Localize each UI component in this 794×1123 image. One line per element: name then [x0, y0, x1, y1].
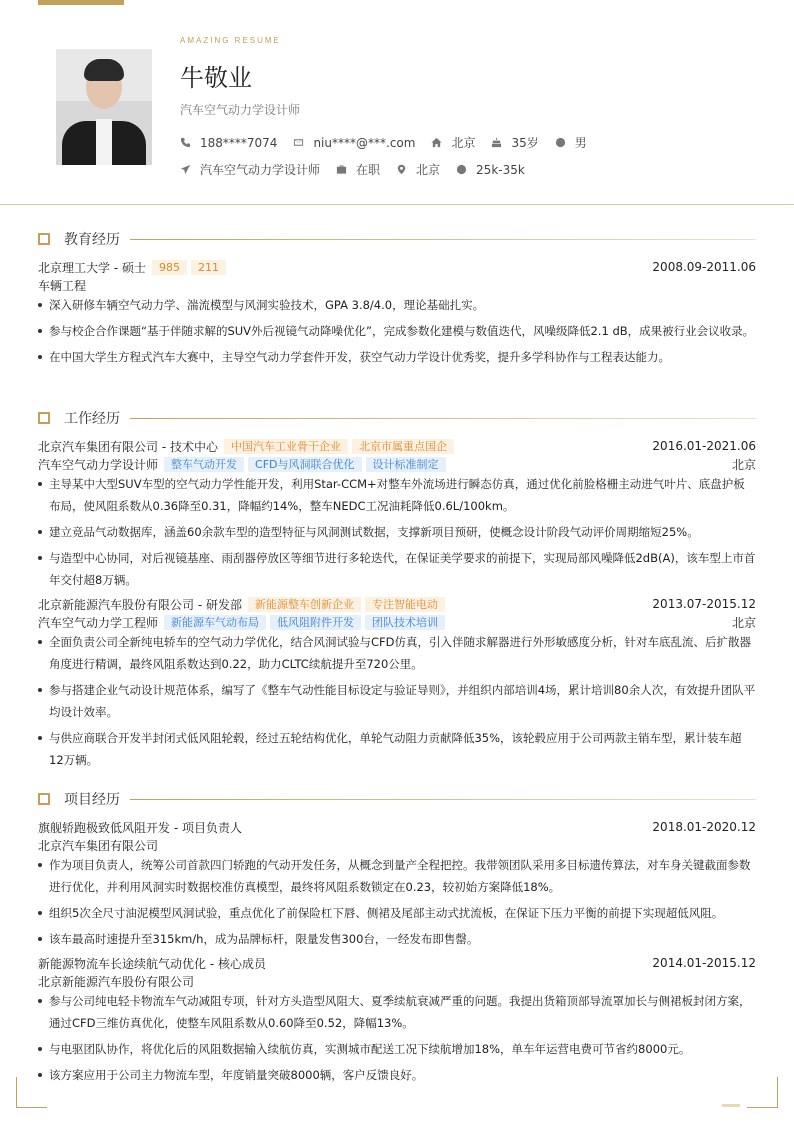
email-info: niu****@***.com: [293, 136, 415, 150]
education-bullet-list: [38, 294, 756, 372]
position-name: 汽车空气动力学工程师: [38, 615, 159, 630]
list-item: 在中国大学生方程式汽车大赛中，主导空气动力学套件开发，获空气动力学设计优秀奖，提升多学科协作与工程表达能力。: [38, 346, 756, 368]
list-item: 与造型中心协同，对后视镜基座、雨刮器停放区等细节进行多轮迭代，在保证美学要求的前提下，实现局部风噪降低2dB(A)，该车型上市首年交付超8万辆。: [38, 547, 756, 591]
work-bullet-list: [38, 473, 756, 595]
skill-tag: 低风阻附件开发: [270, 615, 361, 630]
company-tag: 新能源整车创新企业: [248, 597, 361, 612]
education-major-row: [38, 276, 756, 294]
section-rule: [130, 418, 756, 419]
project-bullet-list: [38, 854, 756, 954]
list-item: 参与校企合作课题“基于伴随求解的SUV外后视镜气动降噪优化”，完成参数化建模与数值迭代，风噪级降低2.1 dB，成果被行业会议收录。: [38, 320, 756, 342]
list-item: 主导某中大型SUV车型的空气动力学性能开发，利用Star-CCM+对整车外流场进行瞬态仿真，通过优化前脸格栅主动进气叶片、底盘护板布局，使风阻系数从0.36降至0.31，降幅约14%，整车NEDC工况油耗降低0.6L/100km。: [38, 473, 756, 517]
list-item: 全面负责公司全新纯电轿车的空气动力学优化，结合风洞试验与CFD仿真，引入伴随求解器进行外形敏感度分析，针对车底乱流、后扩散器角度进行精调，最终风阻系数达到0.22，助力CLTC续航提升至720公里。: [38, 631, 756, 675]
home-icon: [431, 137, 442, 148]
gender-info: 男: [555, 134, 587, 151]
section-square-icon: [38, 412, 50, 424]
corner-decoration: [16, 1077, 47, 1108]
list-item: 与电驱团队协作，将优化后的风阻数据输入续航仿真，实测城市配送工况下续航增加18%，单车年运营电费可节省约8000元。: [38, 1038, 756, 1060]
work-entry-header: [38, 437, 756, 455]
section-square-icon: [38, 233, 50, 245]
work-bullet-list: [38, 631, 756, 775]
phone-info: 188****7074: [180, 136, 277, 150]
profile-photo: [56, 49, 152, 165]
list-item: 参与搭建企业气动设计规范体系，编写了《整车气动性能目标设定与验证导则》，并组织内部培训4场，累计培训80余人次，有效提升团队平均设计效率。: [38, 679, 756, 723]
position-name: 汽车空气动力学设计师: [38, 457, 159, 472]
project-section-title: 项目经历: [38, 792, 756, 806]
education-section-title: 教育经历: [38, 232, 756, 246]
work-section-title: 工作经历: [38, 411, 756, 425]
project-org-row: [38, 972, 756, 990]
project-bullet-list: [38, 990, 756, 1090]
project-entry-header: [38, 818, 756, 836]
corner-decoration: [747, 1077, 778, 1108]
work-city: 北京: [731, 615, 756, 630]
section-square-icon: [38, 793, 50, 805]
skill-tag: 设计标准制定: [366, 457, 446, 472]
skill-tag: 新能源车气动布局: [164, 615, 266, 630]
work-position-row: [38, 455, 756, 473]
contact-info-row: [180, 134, 603, 151]
company-name: 北京新能源汽车股份有限公司 - 研发部: [38, 597, 242, 612]
list-item: 该车最高时速提升至315km/h，成为品牌标杆，限量发售300台，一经发布即售罄。: [38, 928, 756, 950]
cake-icon: [491, 137, 502, 148]
work-position-row: [38, 613, 756, 631]
skill-tag: CFD与风洞联合优化: [248, 457, 361, 472]
project-org: 北京汽车集团有限公司: [38, 838, 159, 853]
project-org: 北京新能源汽车股份有限公司: [38, 974, 195, 989]
school-name: 北京理工大学 - 硕士: [38, 260, 146, 275]
list-item: 与供应商联合开发半封闭式低风阻轮毂，经过五轮结构优化，单轮气动阻力贡献降低35%，该轮毂应用于公司两款主销车型，累计装车超12万辆。: [38, 727, 756, 771]
briefcase-icon: [336, 164, 347, 175]
company-tag: 北京市属重点国企: [352, 439, 454, 454]
project-date: 2018.01-2020.12: [652, 820, 756, 834]
work-city: 北京: [731, 457, 756, 472]
footer-mark: [722, 1104, 740, 1107]
list-item: 该方案应用于公司主力物流车型，年度销量突破8000辆，客户反馈良好。: [38, 1064, 756, 1086]
project-name: 旗舰轿跑极致低风阻开发 - 项目负责人: [38, 820, 242, 835]
list-item: 参与公司纯电轻卡物流车气动减阻专项，针对方头造型风阻大、夏季续航衰减严重的问题。我提出货箱顶部导流罩加长与侧裙板封闭方案，通过CFD三维仿真优化，使整车风阻系数从0.60降至0.52，降幅13%。: [38, 990, 756, 1034]
work-date: 2016.01-2021.06: [652, 439, 756, 453]
education-date: 2008.09-2011.06: [652, 260, 756, 274]
work-entry-header: [38, 595, 756, 613]
project-date: 2014.01-2015.12: [652, 956, 756, 970]
salary-info: 25k-35k: [456, 163, 525, 177]
list-item: 深入研修车辆空气动力学、湍流模型与风洞实验技术，GPA 3.8/4.0，理论基础扎实。: [38, 294, 756, 316]
job-intent-row: [180, 161, 541, 178]
job-status-info: 在职: [336, 161, 380, 178]
project-org-row: [38, 836, 756, 854]
candidate-title: 汽车空气动力学设计师: [180, 103, 301, 117]
brand-label: AMAZING RESUME: [180, 36, 281, 45]
company-name: 北京汽车集团有限公司 - 技术中心: [38, 439, 218, 454]
school-tag: 211: [191, 260, 226, 275]
target-position-info: 汽车空气动力学设计师: [180, 161, 320, 178]
company-tag: 专注智能电动: [365, 597, 445, 612]
list-item: 组织5次全尺寸油泥模型风洞试验，重点优化了前保险杠下唇、侧裙及尾部主动式扰流板，在保证下压力平衡的前提下实现超低风阻。: [38, 902, 756, 924]
money-icon: [456, 164, 467, 175]
project-entry-header: [38, 954, 756, 972]
person-icon: [555, 137, 566, 148]
phone-icon: [180, 137, 191, 148]
company-tag: 中国汽车工业骨干企业: [224, 439, 348, 454]
send-icon: [180, 164, 191, 175]
education-entry-header: [38, 258, 756, 276]
section-rule: [130, 239, 756, 240]
section-rule: [130, 799, 756, 800]
age-info: 35岁: [491, 134, 538, 151]
list-item: 建立竞品气动数据库，涵盖60余款车型的造型特征与风洞测试数据，支撑新项目预研，使概念设计阶段气动评价周期缩短25%。: [38, 521, 756, 543]
city-info: 北京: [431, 134, 475, 151]
header-divider: [0, 204, 794, 205]
skill-tag: 整车气动开发: [164, 457, 244, 472]
project-name: 新能源物流车长途续航气动优化 - 核心成员: [38, 956, 266, 971]
work-date: 2013.07-2015.12: [652, 597, 756, 611]
school-tag: 985: [152, 260, 187, 275]
major-name: 车辆工程: [38, 278, 87, 293]
mail-icon: [293, 137, 304, 148]
top-accent-bar: [38, 0, 124, 5]
location-pin-icon: [396, 164, 407, 175]
target-city-info: 北京: [396, 161, 440, 178]
skill-tag: 团队技术培训: [365, 615, 445, 630]
list-item: 作为项目负责人，统筹公司首款四门轿跑的气动开发任务，从概念到量产全程把控。我带领团队采用多目标遗传算法，对车身关键截面参数进行优化，并利用风洞实时数据校准仿真模型，最终将风阻系数锁定在0.23，较初始方案降低18%。: [38, 854, 756, 898]
candidate-name: 牛敬业: [180, 64, 252, 92]
